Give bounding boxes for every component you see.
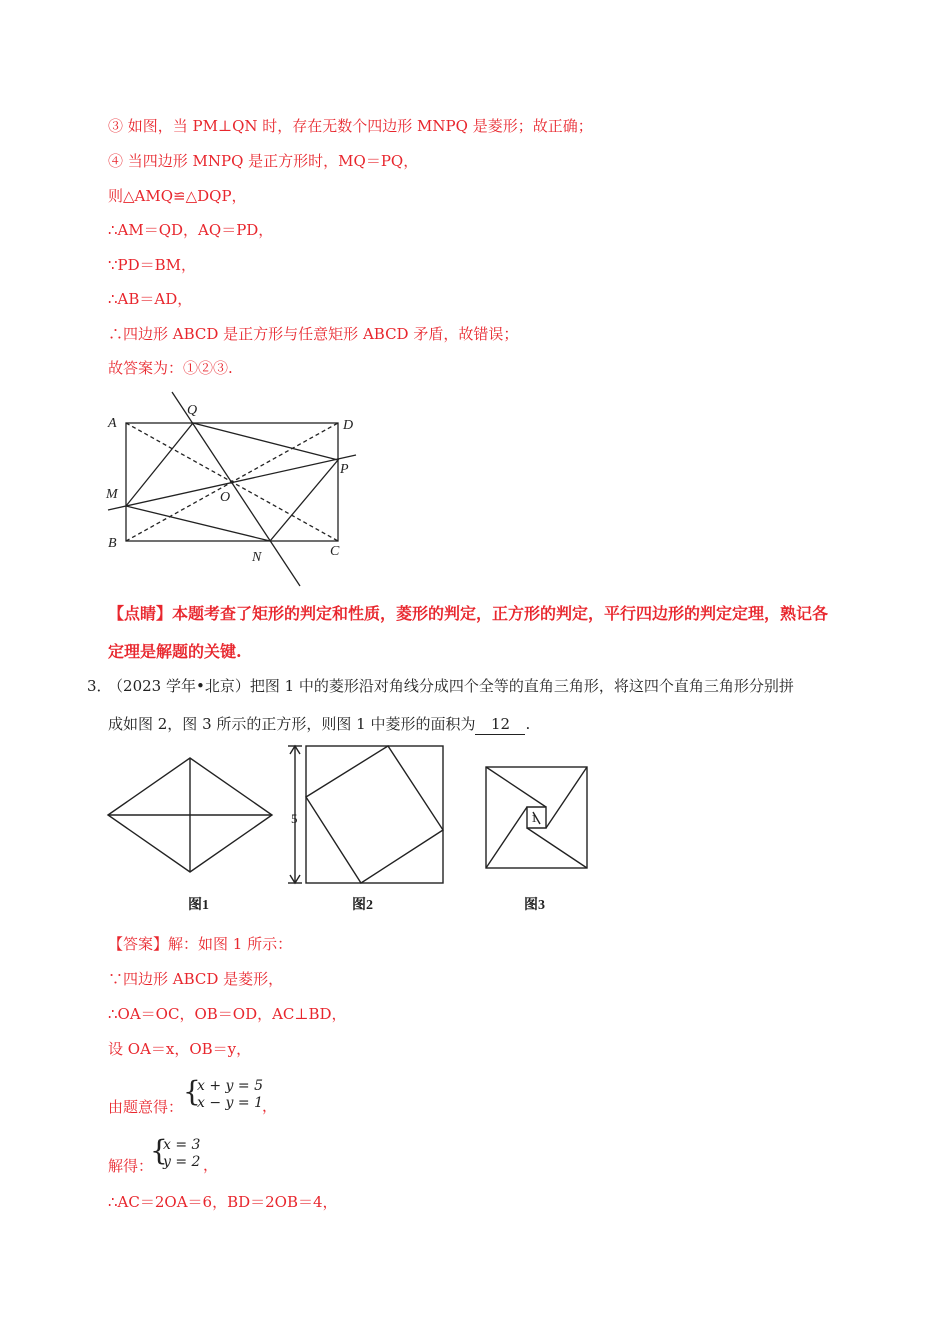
solution-line-1: ③ 如图，当 PM⊥QN 时，存在无数个四边形 MNPQ 是菱形；故正确； <box>108 117 593 135</box>
answer-line-2: ∵四边形 ABCD 是菱形， <box>108 970 284 988</box>
line-qn <box>172 392 300 586</box>
rectangle-rhombus-figure <box>100 388 370 593</box>
comment-tag: 【点睛】 <box>108 604 173 623</box>
label-q: Q <box>187 403 198 418</box>
question-3-line-2 <box>108 714 530 735</box>
label-d: D <box>343 418 354 433</box>
answer-line-4: 设 OA＝x，OB＝y， <box>108 1040 252 1058</box>
solution-line-2: ④ 当四边形 MNPQ 是正方形时，MQ＝PQ， <box>108 152 419 170</box>
answer-text-1: 解：如图 1 所示： <box>168 935 293 953</box>
comment-text-1: 本题考查了矩形的判定和性质，菱形的判定，正方形的判定，平行四边形的判定定理，熟记各 <box>172 604 829 623</box>
answer-line-3: ∴OA＝OC，OB＝OD，AC⊥BD， <box>108 1005 347 1023</box>
comment-line-2: 定理是解题的关键. <box>108 642 242 661</box>
label-p: P <box>340 462 349 477</box>
fig3-line-2 <box>546 767 587 828</box>
fig3-line-4 <box>486 807 527 868</box>
answer-line-7: ∴AC＝2OA＝6，BD＝2OB＝4， <box>108 1193 338 1211</box>
solution-line-7: ∴四边形 ABCD 是正方形与任意矩形 ABCD 矛盾，故错误； <box>108 325 519 343</box>
question-text-2-end: . <box>525 715 531 733</box>
system-brace-1: { <box>183 1075 201 1108</box>
answer-line-5: 由题意得： <box>108 1098 184 1116</box>
label-b: B <box>108 536 117 551</box>
fig3-caption: 图3 <box>524 898 545 913</box>
answer-line-1 <box>108 934 292 954</box>
system-2-eq-2: y = 2 <box>163 1154 201 1170</box>
label-c: C <box>330 544 340 559</box>
fig2-caption: 图2 <box>352 898 373 913</box>
fig3-inner-label: 1 <box>531 811 537 825</box>
answer-blank: 12 <box>475 714 525 735</box>
solution-line-3: 则△AMQ≌△DQP， <box>108 187 247 205</box>
solution-line-4: ∴AM＝QD，AQ＝PD， <box>108 221 274 239</box>
fig2-outer-square <box>306 746 443 883</box>
system-1-comma: ， <box>262 1097 278 1115</box>
question-3-line-1 <box>87 676 794 696</box>
solution-line-6: ∴AB＝AD， <box>108 290 193 308</box>
system-1-eq-1: x + y = 5 <box>197 1078 263 1094</box>
fig3-line-3 <box>527 828 587 868</box>
solution-line-8: 故答案为：①②③. <box>108 359 233 377</box>
label-m: M <box>106 487 118 502</box>
question-number: 3． <box>87 677 112 695</box>
system-2-comma: ， <box>203 1156 219 1174</box>
answer-tag: 【答案】 <box>108 935 169 953</box>
system-1-eq-2: x − y = 1 <box>197 1095 263 1111</box>
label-a: A <box>108 416 117 431</box>
solution-line-5: ∵PD＝BM， <box>108 256 197 274</box>
answer-line-6: 解得： <box>108 1157 154 1175</box>
fig2-inner-square <box>306 746 443 883</box>
system-brace-2: { <box>150 1134 168 1167</box>
fig3-line-1 <box>486 767 546 807</box>
label-o: O <box>220 490 231 505</box>
comment-line-1 <box>108 604 828 624</box>
question-text-1: （2023 学年•北京）把图 1 中的菱形沿对角线分成四个全等的直角三角形，将这四个直角三角形分别拼 <box>115 677 794 695</box>
system-2-eq-1: x = 3 <box>163 1137 201 1153</box>
fig1-caption: 图1 <box>188 898 209 913</box>
label-n: N <box>252 550 262 565</box>
three-figures <box>100 742 600 922</box>
question-text-2: 成如图 2，图 3 所示的正方形，则图 1 中菱形的面积为 <box>108 715 476 733</box>
fig2-side-label: 5 <box>291 811 298 826</box>
point-o <box>230 480 234 484</box>
